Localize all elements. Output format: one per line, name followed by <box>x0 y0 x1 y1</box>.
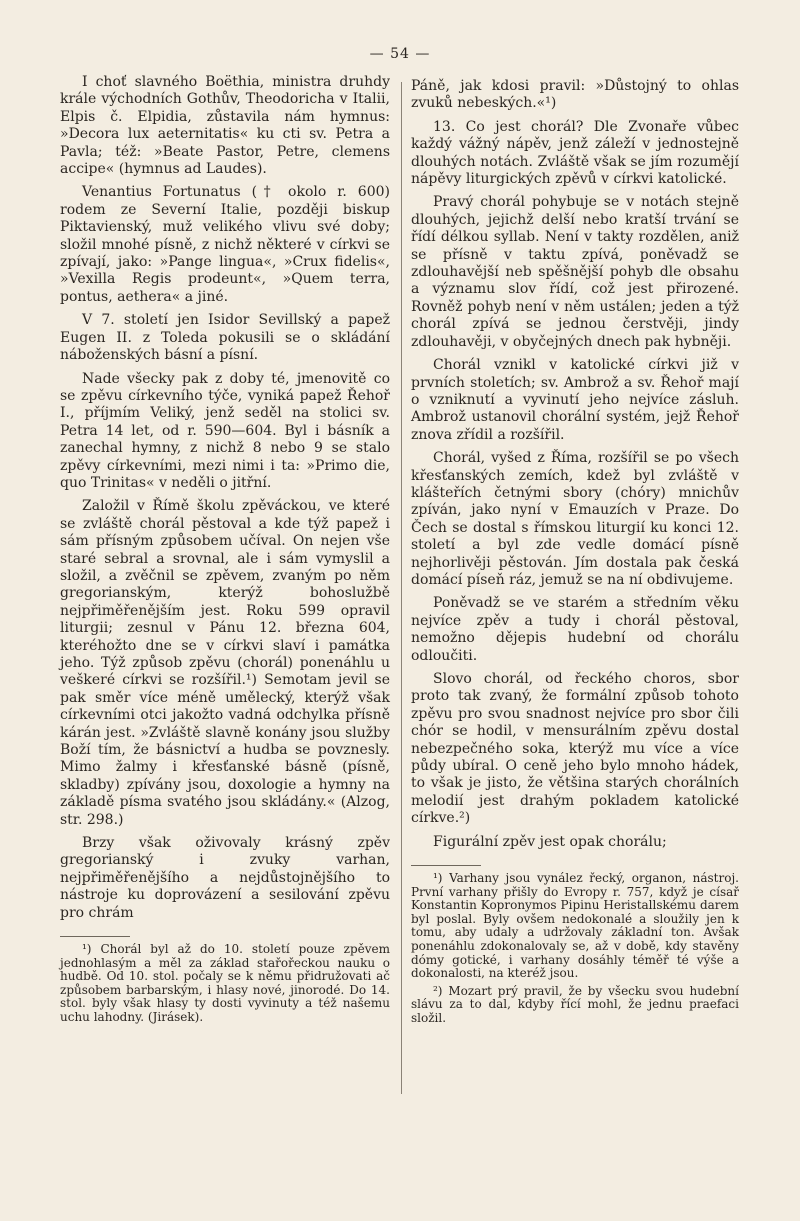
paragraph: Brzy však oživovaly krásný zpěv gregorianský i zvuky varhan, nejpřiměřenějšího a nejdůstojnějšího to nástroje ku doprovázení a sesilování zpěvu pro chrám <box>60 835 390 921</box>
paragraph: Poněvadž se ve starém a středním věku nejvíce zpěv a tudy i chorál pěstoval, nemožno dějepis hudební od chorálu odloučiti. <box>411 595 739 664</box>
footnote-divider <box>60 936 130 937</box>
paragraph: I choť slavného Boëthia, ministra druhdy krále východních Gothův, Theodoricha v Italii, Elpis č. Elpidia, zůstavila nám hymnus: »Decora lux aeternitatis« ku cti sv. Petra a Pavla; též: »Beate Pastor, Petre, clemens accipe« (hymnus ad Laudes). <box>60 74 390 178</box>
paragraph: Páně, jak kdosi pravil: »Důstojný to ohlas zvuků nebeských.«¹) <box>411 78 739 112</box>
column-rule <box>401 82 402 1094</box>
paragraph: Figurální zpěv jest opak chorálu; <box>433 833 667 850</box>
footnote: ¹) Varhany jsou vynález řecký, organon, nástroj. První varhany přišly do Evropy r. 757, když je císař Konstantin Kopronymos Pipinu Heristallskému darem byl poslal. Byly ovšem nedokonalé a sloužily jen k tomu, aby udaly a udržovaly základní ton. Avšak ponenáhlu zdokonalovaly se, až v době, kdy stavěny dómy gotické, i varhany dosáhly téměř té výše a dokonalosti, na kteréž jsou. <box>411 871 739 981</box>
paragraph: Chorál vznikl v katolické církvi již v prvních stoletích; sv. Ambrož a sv. Řehoř mají o vzniknutí a vyvinutí jeho nejvíce zásluh. Ambrož ustanovil chorální systém, jejž Řehoř znova zřídil a rozšířil. <box>411 357 739 443</box>
left-column <box>60 74 390 1025</box>
footnote-divider <box>411 865 481 866</box>
paragraph: Založil v Římě školu zpěváckou, ve které se zvláště chorál pěstoval a kde týž papež i sám přísným způsobem učíval. On nejen vše staré sebral a srovnal, ale i sám vymyslil a složil, a zvěčnil se zpěvem, zvaným po něm gregorianským, kterýž bohoslužbě nejpřiměřenějším jest. Roku 599 opravil liturgii; zesnul v Pánu 12. března 604, kteréhožto dne se v církvi slaví i památka jeho. Týž způsob zpěvu (chorál) ponenáhlu u veškeré církvi se rozšířil.¹) Semotam jevil se pak směr více méně umělecký, kterýž však církevními otci jakožto vadná odchylka přísně kárán jest. »Zvláště slavně konány jsou služby Boží tím, že básnictví a hudba se povznesly. Mimo žalmy i křesťanské básně (písně, skladby) zpívány jsou, doxologie a hymny na základě písma svatého jsou skládány.« (Alzog, str. 298.) <box>60 498 390 828</box>
paragraph: Venantius Fortunatus († okolo r. 600) rodem ze Severní Italie, později biskup Piktavienský, muž velikého vlivu své doby; složil mnohé písně, z nichž některé v církvi se zpívají, jako: »Pange lingua«, »Crux fidelis«, »Vexilla Regis prodeunt«, »Quem terra, pontus, aethera« a jiné. <box>60 184 390 305</box>
paragraph: Nade všecky pak z doby té, jmenovitě co se zpěvu církevního týče, vyniká papež Řehoř I., příjmím Veliký, jenž seděl na stolici sv. Petra 14 let, od r. 590—604. Byl i básník a zanechal hymny, z nichž 8 nebo 9 se stalo zpěvy církevními, mezi nimi i ta: »Primo die, quo Trinitas« v neděli o jitřní. <box>60 370 390 491</box>
footnote: ¹) Chorál byl až do 10. století pouze zpěvem jednohlasým a měl za základ stařořeckou nauku o hudbě. Od 10. stol. počaly se k němu přidružovati ač způsobem barbarským, i hlasy nové, jinorodé. Do 14. stol. byly však hlasy ty dosti vyvinuty a též našemu uchu lahodny. (Jirásek). <box>60 942 390 1025</box>
page-number: — 54 — <box>369 46 431 62</box>
footnote: ²) Mozart prý pravil, že by všecku svou hudební slávu za to dal, kdyby řící mohl, že jednu praefaci složil. <box>411 983 739 1025</box>
paragraph: Slovo chorál, od řeckého choros, sbor proto tak zvaný, že formální způsob tohoto zpěvu pro svou snadnost nejvíce pro sbor čili chór se hodil, v mensurálním zpěvu dostal nebezpečného soka, kterýž mu více a více půdy ubíral. O ceně jeho bylo mnoho hádek, to však je jisto, že většina starých chorálních melodií jest drahým pokladem katolické církve.²) <box>411 671 739 827</box>
paragraph: Pravý chorál pohybuje se v notách stejně dlouhých, jejichž delší nebo kratší trvání se řídí délkou syllab. Není v takty rozdělen, aniž se přísně v taktu zpívá, poněvadž se zdlouhavější neb spěšnější pohyb dle obsahu a významu slov řídí, což jest přirozené. Rovněž pohyb není v něm ustálen; jeden a týž chorál zpívá se jednou čerstvěji, jindy zdlouhavěji, v obyčejných dnech pak hybněji. <box>411 194 739 350</box>
paragraph: V 7. století jen Isidor Sevillský a papež Eugen II. z Toleda pokusili se o skládání náboženských básní a písní. <box>60 312 390 364</box>
paragraph: Chorál, vyšed z Říma, rozšířil se po všech křesťanských zemích, kdež byl zvláště v klášteřích četnými sbory (chóry) mnichův zpíván, jako nyní v Emauzích v Praze. Do Čech se dostal s římskou liturgií ku konci 12. století a byl zde vedle domácí písně nejhorlivěji pěstován. Jím dostala pak česká domácí píseň ráz, jemuž se na ní obdivujeme. <box>411 450 739 588</box>
right-column <box>411 78 739 1026</box>
paragraph: 13. Co jest chorál? Dle Zvonaře vůbec každý vážný nápěv, jenž záleží v jednostejně dlouhých notách. Zvláště však se jím rozumějí nápěvy liturgických zpěvů v církvi katolické. <box>411 118 739 188</box>
